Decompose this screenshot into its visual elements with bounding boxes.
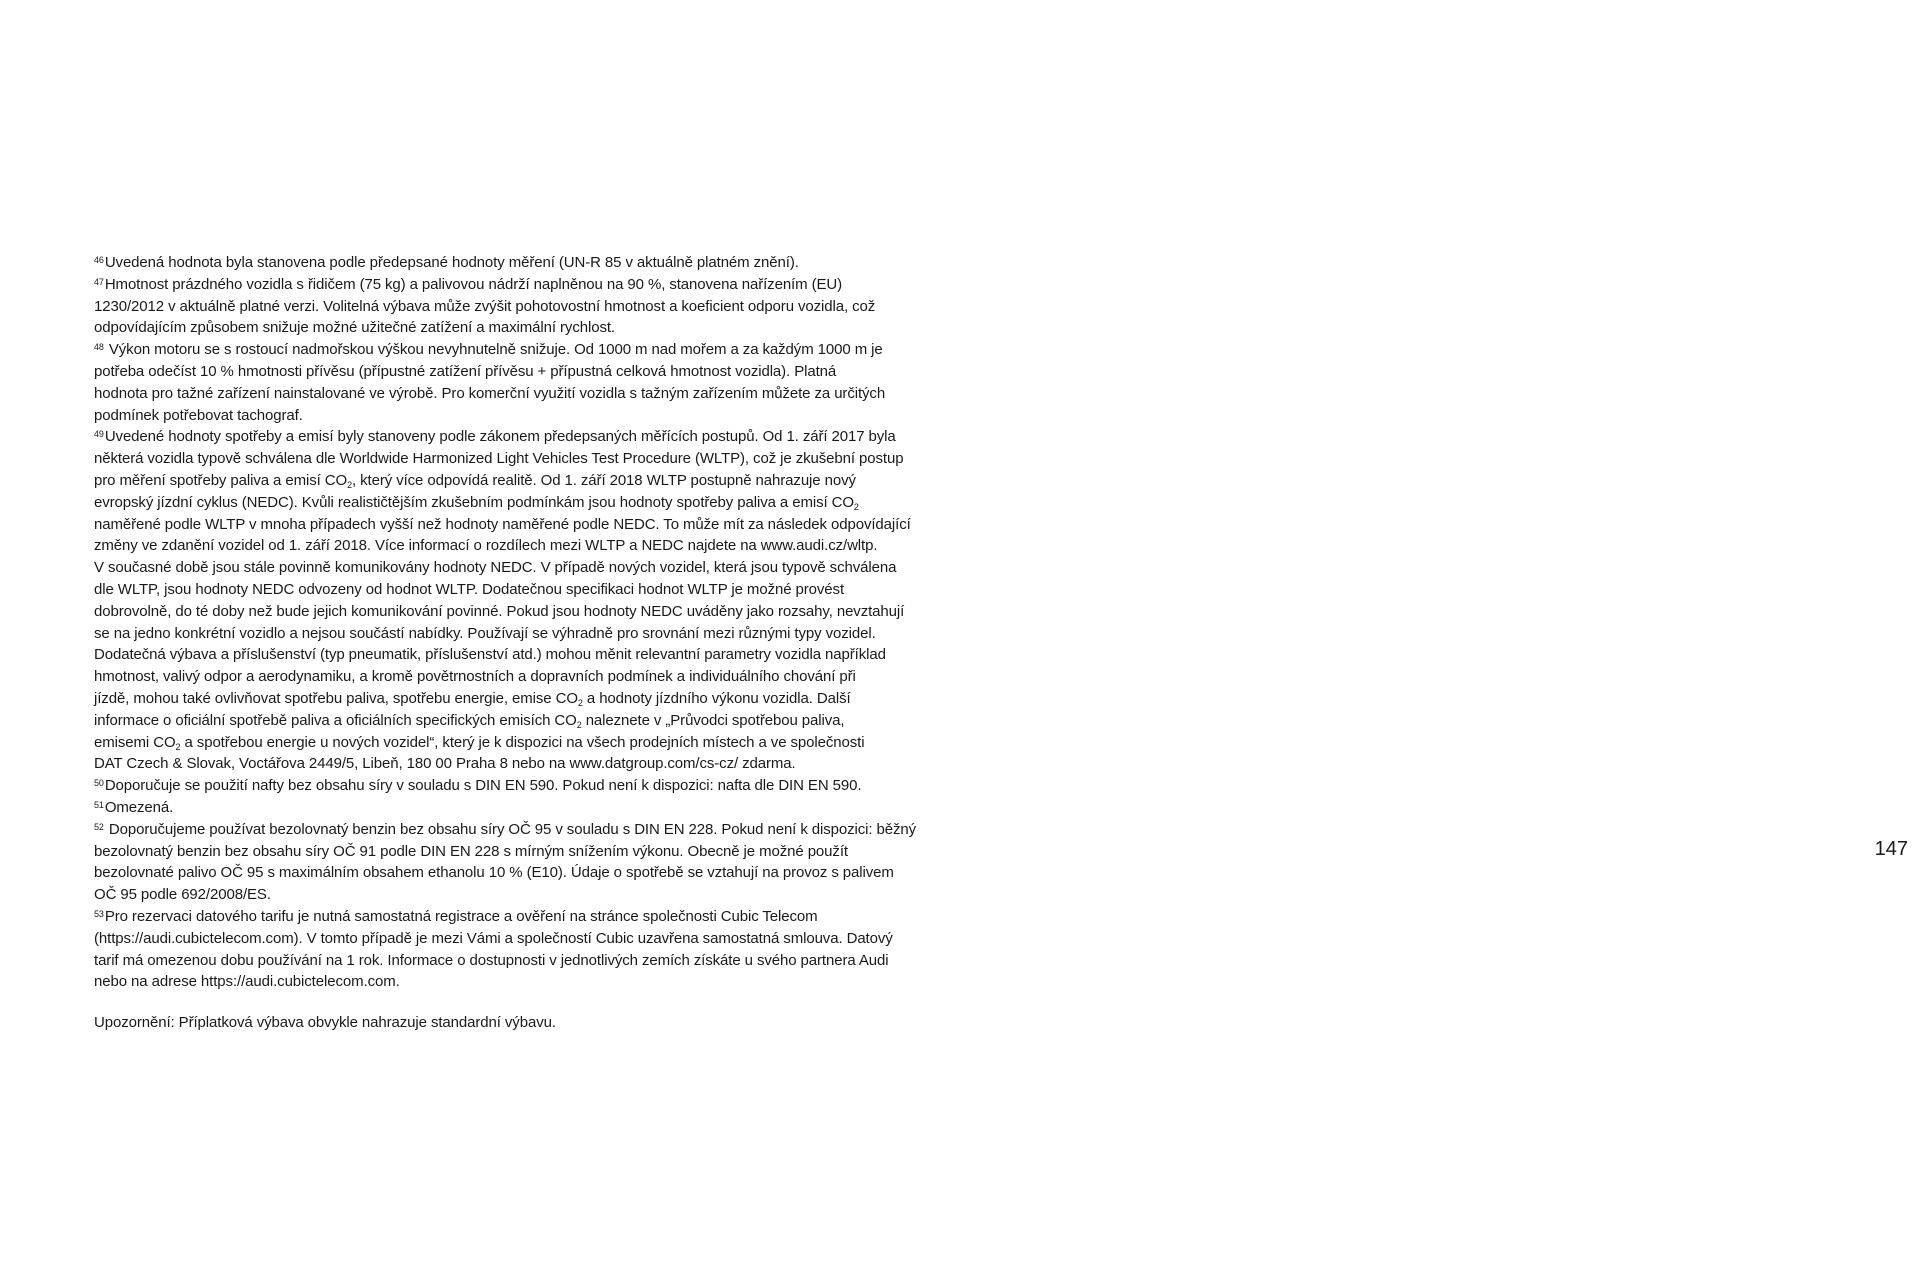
footnote-line: Doporučuje se použití nafty bez obsahu síry v souladu s DIN EN 590. Pokud není k dispozici: nafta dle DIN EN 590.	[104, 777, 862, 795]
footnote-number: 53	[94, 908, 104, 919]
footnote-line: emisemi $CO_2$ a spotřebou energie u nových vozidel“, který je k dispozici na všech prodejních místech a ve společnosti	[94, 733, 865, 752]
footnote-line: 1230/2012 v aktuálně platné verzi. Volitelná výbava může zvýšit pohotovostní hmotnost a koeficient odporu vozidla, což	[94, 297, 876, 315]
footnote-line: podmínek potřebovat tachograf.	[94, 406, 303, 424]
footnote-48	[94, 339, 964, 426]
footnote-line: se na jedno konkrétní vozidlo a nejsou součástí nabídky. Používají se výhradně pro srovnání mezi různými typy vozidel.	[94, 624, 876, 642]
footnote-line: dle WLTP, jsou hodnoty NEDC odvozeny od hodnot WLTP. Dodatečnou specifikaci hodnot WLTP je možné provést	[94, 580, 845, 598]
footnote-line: odpovídajícím způsobem snižuje možné užitečné zatížení a maximální rychlost.	[94, 319, 615, 337]
subscript: 2	[347, 479, 352, 490]
footnote-line: bezolovnaté palivo OČ 95 s maximálním obsahem ethanolu 10 % (E10). Údaje o spotřebě se vztahují na provoz s palivem	[94, 864, 894, 882]
footnote-53	[94, 906, 964, 993]
notice-text: Upozornění: Příplatková výbava obvykle nahrazuje standardní výbavu.	[94, 1014, 556, 1031]
footnote-46	[94, 252, 964, 274]
footnote-line: nebo na adrese https://audi.cubictelecom.com.	[94, 973, 400, 991]
page-number: 147	[1874, 838, 1908, 860]
footnote-line: potřeba odečíst 10 % hmotnosti přívěsu (přípustné zatížení přívěsu + přípustná celková hmotnost vozidla). Platná	[94, 362, 837, 380]
footnote-line: (https://audi.cubictelecom.com). V tomto případě je mezi Vámi a společností Cubic uzavřena samostatná smlouva. Datový	[94, 929, 893, 947]
footnote-line: Doporučujeme používat bezolovnatý benzin bez obsahu síry OČ 95 v souladu s DIN EN 228. Pokud není k dispozici: běžný	[104, 820, 917, 838]
footnote-52	[94, 819, 964, 906]
footnote-line: některá vozidla typově schválena dle Worldwide Harmonized Light Vehicles Test Procedure (WLTP), což je zkušební postup	[94, 450, 904, 468]
footnote-line: Omezená.	[104, 798, 174, 816]
footnote-number: 46	[94, 255, 104, 265]
footnote-number: 50	[94, 778, 104, 789]
footnote-number: 52	[94, 821, 104, 832]
subscript: 2	[175, 741, 181, 752]
footnote-49	[94, 426, 964, 775]
footnote-47	[94, 274, 964, 339]
footnotes-list	[94, 252, 964, 993]
subscript: 2	[576, 719, 582, 730]
footnote-line: Hmotnost prázdného vozidla s řidičem (75 kg) a palivovou nádrží naplněnou na 90 %, stanovena nařízením (EU)	[104, 275, 843, 293]
footnote-51	[94, 797, 964, 819]
footnote-line: dobrovolně, do té doby než bude jejich komunikování povinné. Pokud jsou hodnoty NEDC uváděny jako rozsahy, nevztahují	[94, 602, 905, 620]
footnote-line: Dodatečná výbava a příslušenství (typ pneumatik, příslušenství atd.) mohou měnit relevantní parametry vozidla například	[94, 646, 886, 664]
subscript: 2	[853, 501, 859, 512]
footnote-line: Výkon motoru se s rostoucí nadmořskou výškou nevyhnutelně snižuje. Od 1000 m nad mořem a za každým 1000 m je	[104, 341, 883, 359]
footnote-line: Uvedená hodnota byla stanovena podle předepsané hodnoty měření (UN-R 85 v aktuálně platném znění).	[104, 254, 799, 271]
footnote-line: Pro rezervaci datového tarifu je nutná samostatná registrace a ověření na stránce společnosti Cubic Telecom	[104, 907, 818, 925]
footnote-line: V současné době jsou stále povinně komunikovány hodnoty NEDC. V případě nových vozidel, která jsou typově schválena	[94, 559, 897, 577]
footnote-line: evropský jízdní cyklus (NEDC). Kvůli realističtějším zkušebním podmínkám jsou hodnoty spotřeby paliva a emisí $CO_2$	[94, 493, 859, 512]
footnote-number: 49	[94, 429, 104, 440]
footnote-line: jízdě, mohou také ovlivňovat spotřebu paliva, spotřebu energie, emise $CO_2$ a hodnoty jízdního výkonu vozidla. Další	[94, 689, 851, 708]
footnote-line: naměřené podle WLTP v mnoha případech vyšší než hodnoty naměřené podle NEDC. To může mít za následek odpovídající	[94, 515, 911, 533]
footnote-line: bezolovnatý benzin bez obsahu síry OČ 91 podle DIN EN 228 s mírným snížením výkonu. Obecně je možné použít	[94, 842, 848, 860]
footnote-50	[94, 775, 964, 797]
footnote-line: změny ve zdanění vozidel od 1. září 2018. Více informací o rozdílech mezi WLTP a NEDC najdete na www.audi.cz/wltp.	[94, 537, 878, 555]
footnote-line: Uvedené hodnoty spotřeby a emisí byly stanoveny podle zákonem předepsaných měřících postupů. Od 1. září 2017 byla	[104, 428, 896, 446]
footnote-number: 51	[94, 799, 104, 810]
subscript: 2	[577, 697, 583, 708]
footnote-line: hodnota pro tažné zařízení nainstalované ve výrobě. Pro komerční využití vozidla s tažným zařízením můžete za určitých	[94, 384, 886, 402]
footnote-line: hmotnost, valivý odpor a aerodynamiku, a kromě povětrnostních a dopravních podmínek a individuálního chování při	[94, 668, 856, 686]
footnote-line: informace o oficiální spotřebě paliva a oficiálních specifických emisích $CO_2$ naleznete v „Průvodci spotřebou paliva,	[94, 711, 845, 730]
footnote-number: 47	[94, 276, 104, 287]
footnote-line: DAT Czech & Slovak, Voctářova 2449/5, Libeň, 180 00 Praha 8 nebo na www.datgroup.com/cs-cz/ zdarma.	[94, 755, 796, 773]
footnote-number: 48	[94, 342, 104, 353]
footnote-line: OČ 95 podle 692/2008/ES.	[94, 886, 271, 904]
footnote-line: pro měření spotřeby paliva a emisí $CO_2$, který více odpovídá realitě. Od 1. září 2018 WLTP postupně nahrazuje nový	[94, 471, 856, 490]
footnote-line: tarif má omezenou dobu používání na 1 rok. Informace o dostupnosti v jednotlivých zemích získáte u svého partnera Audi	[94, 951, 889, 969]
